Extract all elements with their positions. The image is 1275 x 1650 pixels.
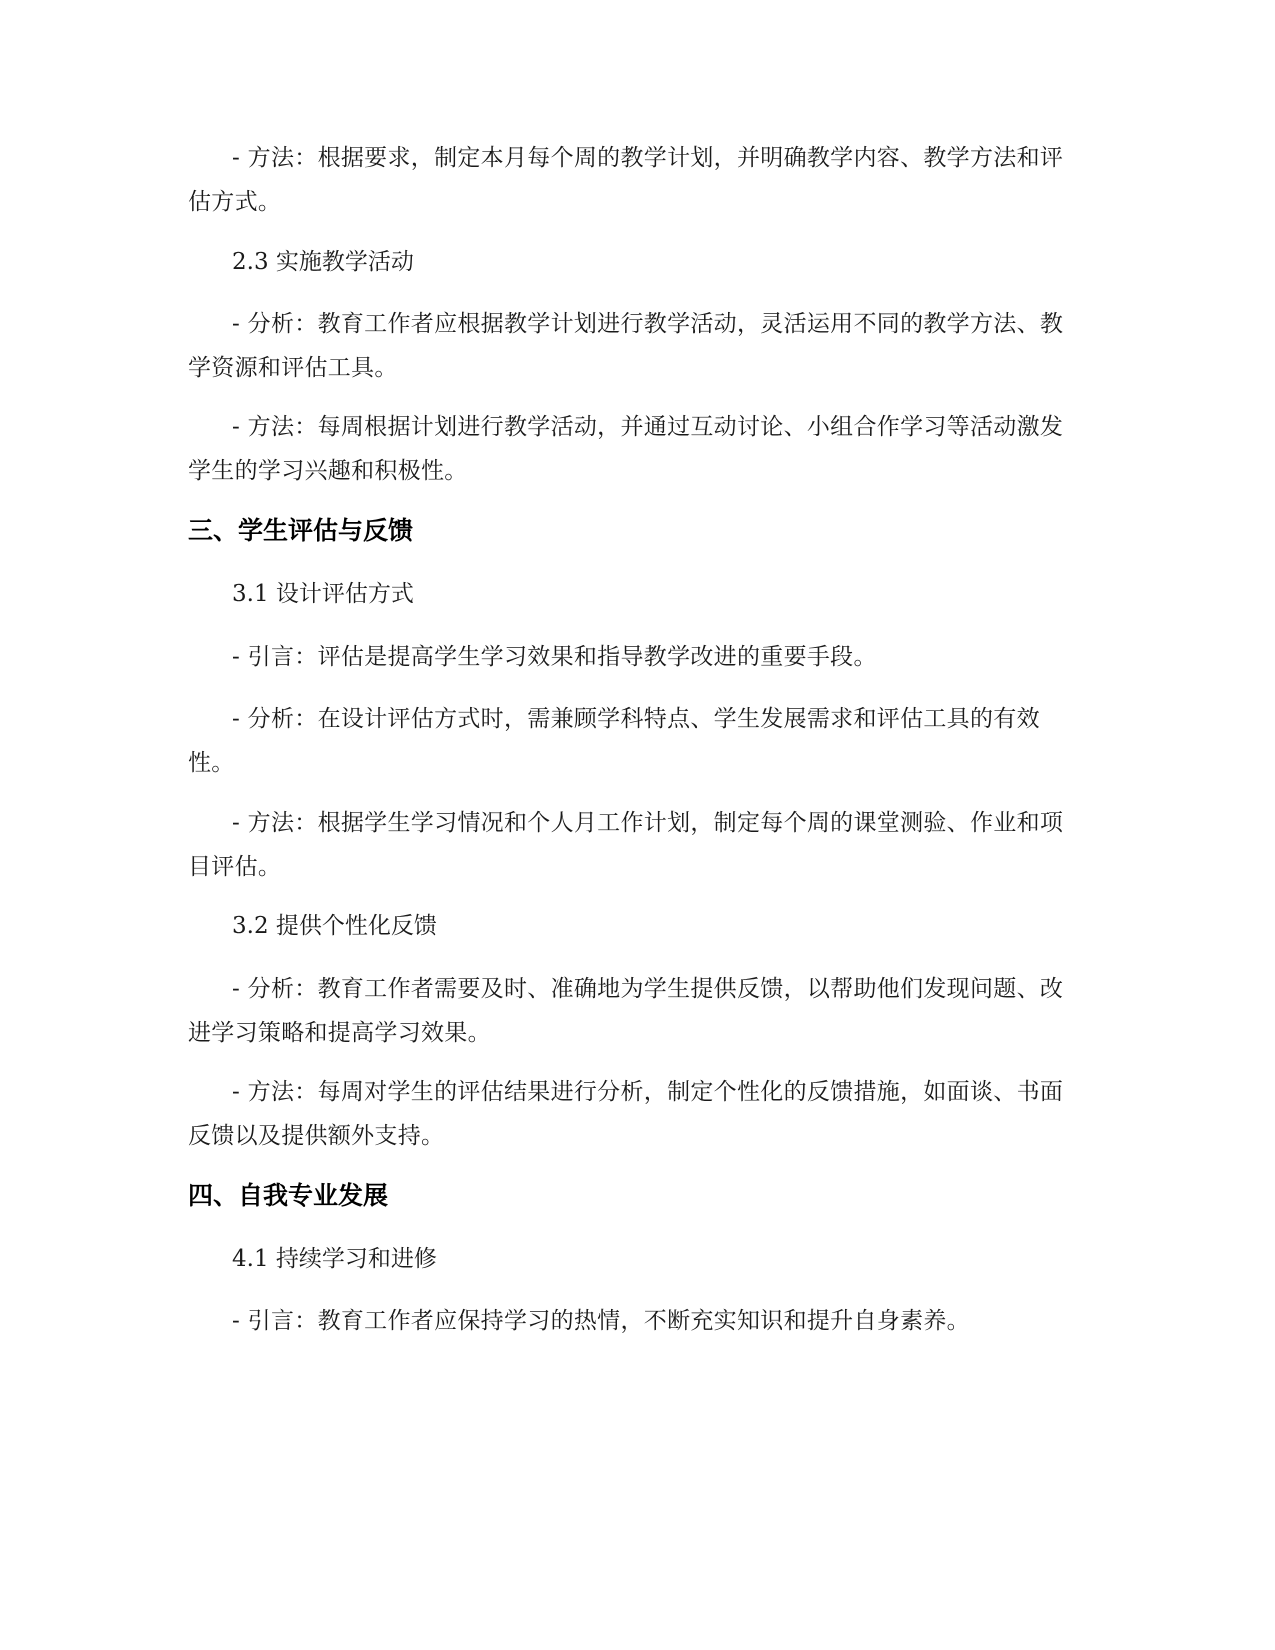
paragraph-method-evaluation: - 方法：根据学生学习情况和个人月工作计划，制定每个周的课堂测验、作业和项目评估。	[188, 810, 1064, 880]
subsection-4-1-title: 4.1 持续学习和进修	[232, 1246, 437, 1272]
subsection-3-2-title: 3.2 提供个性化反馈	[232, 913, 437, 939]
section-4-heading: 四、自我专业发展	[188, 1181, 389, 1210]
paragraph-analysis-feedback: - 分析：教育工作者需要及时、准确地为学生提供反馈，以帮助他们发现问题、改进学习策略和提高学习效果。	[188, 976, 1064, 1046]
paragraph-intro-learning: - 引言：教育工作者应保持学习的热情，不断充实知识和提升自身素养。	[232, 1308, 970, 1334]
paragraph-analysis-teaching: - 分析：教育工作者应根据教学计划进行教学活动，灵活运用不同的教学方法、教学资源和评估工具。	[188, 311, 1064, 381]
paragraph-method-feedback: - 方法：每周对学生的评估结果进行分析，制定个性化的反馈措施，如面谈、书面反馈以及提供额外支持。	[188, 1079, 1064, 1149]
paragraph-intro-evaluation: - 引言：评估是提高学生学习效果和指导教学改进的重要手段。	[232, 644, 877, 670]
section-3-heading: 三、学生评估与反馈	[188, 516, 414, 545]
subsection-2-3-title: 2.3 实施教学活动	[232, 249, 414, 275]
paragraph-method-activities: - 方法：每周根据计划进行教学活动，并通过互动讨论、小组合作学习等活动激发学生的学习兴趣和积极性。	[188, 414, 1064, 484]
paragraph-method-weekly-plan: - 方法：根据要求，制定本月每个周的教学计划，并明确教学内容、教学方法和评估方式。	[188, 145, 1064, 215]
paragraph-analysis-evaluation: - 分析：在设计评估方式时，需兼顾学科特点、学生发展需求和评估工具的有效性。	[188, 706, 1040, 776]
subsection-3-1-title: 3.1 设计评估方式	[232, 581, 414, 607]
